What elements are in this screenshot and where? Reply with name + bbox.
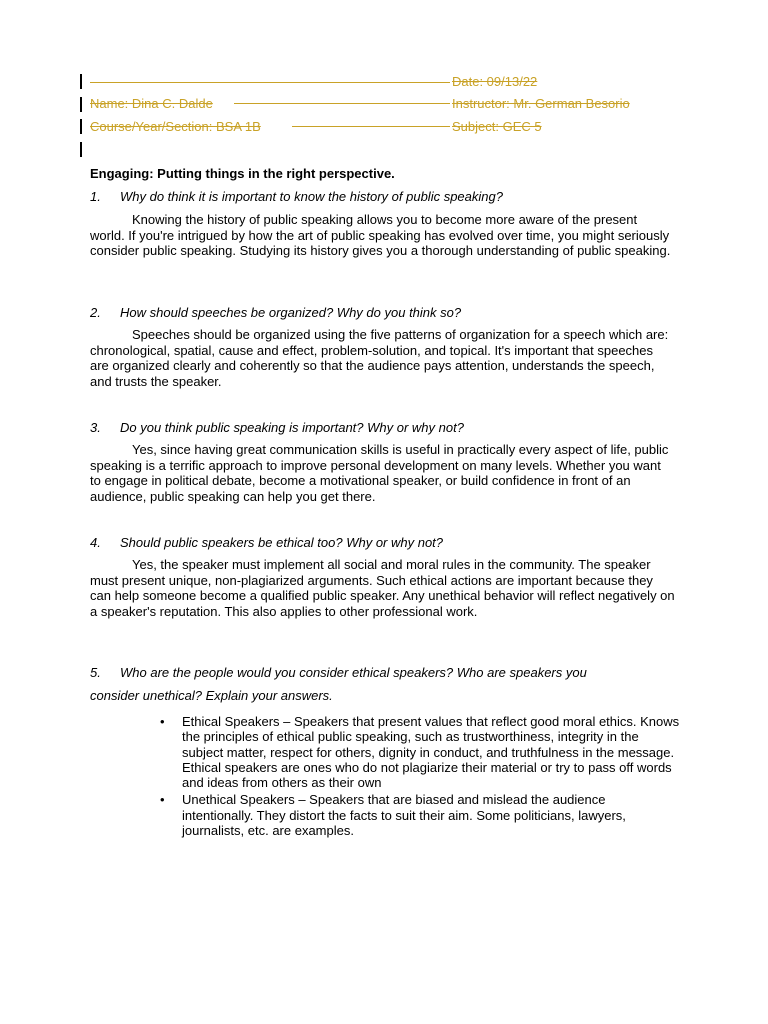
name-field: Name: Dina C. Dalde — [90, 96, 213, 111]
question-number: 4. — [90, 535, 101, 550]
bullet-list — [160, 714, 680, 840]
question-3 — [90, 420, 464, 435]
list-item — [160, 714, 680, 790]
answer-4: Yes, the speaker must implement all social and moral rules in the community. The speaker must present unique, non-plagiarized arguments. Such ethical actions are important because they can help someone become a qualified public speaker. Any unethical behavior will reflect negatively on a speaker's reputation. This also applies to other professional work. — [90, 557, 675, 619]
change-bar — [80, 142, 82, 157]
change-bar — [80, 74, 82, 89]
question-number: 3. — [90, 420, 101, 435]
list-item — [160, 792, 680, 838]
bullet-text: Ethical Speakers – Speakers that present values that reflect good moral ethics. Knows the principles of ethical public speaking, such as trustworthiness, integrity in the subject matter, respect for others, dignity in conduct, and truthfulness in the message. Ethical speakers are ones who do not plagiarize their material or try to pass off words and ideas from others as their own — [182, 714, 680, 791]
course-field: Course/Year/Section: BSA 1B — [90, 119, 261, 134]
question-text: Do you think public speaking is important? Why or why not? — [120, 420, 464, 435]
answer-2: Speeches should be organized using the five patterns of organization for a speech which are: chronological, spatial, cause and effect, problem-solution, and topical. It's important that speeches are organized clearly and coherently so that the audience pays attention, understands the speech, and trusts the speaker. — [90, 327, 669, 389]
change-bar — [80, 119, 82, 134]
change-bar — [80, 97, 82, 112]
question-1 — [90, 189, 503, 204]
question-number: 2. — [90, 305, 101, 320]
answer-1: Knowing the history of public speaking allows you to become more aware of the present world. If you're intrigued by how the art of public speaking has evolved over time, you might seriously consider public speaking. Studying its history gives you a thorough understanding of public speaking. — [90, 212, 671, 258]
question-text: Why do think it is important to know the history of public speaking? — [120, 189, 503, 204]
question-text: Who are the people would you consider ethical speakers? Who are speakers you — [120, 665, 587, 680]
section-title: Engaging: Putting things in the right perspective. — [90, 166, 395, 181]
question-text: Should public speakers be ethical too? Why or why not? — [120, 535, 444, 550]
bullet-icon: • — [160, 714, 165, 729]
course-struck-line — [292, 126, 450, 127]
blank-struck-line — [90, 82, 450, 83]
question-number: 1. — [90, 189, 101, 204]
question-2 — [90, 305, 461, 320]
question-5 — [90, 665, 587, 680]
answer-3: Yes, since having great communication skills is useful in practically every aspect of life, public speaking is a terrific approach to improve personal development on many levels. Whether you want to engage in political debate, become a motivational speaker, or build confidence in front of an audience, public speaking can help you get there. — [90, 442, 669, 504]
name-struck-line — [234, 103, 450, 104]
date-field: Date: 09/13/22 — [452, 74, 538, 89]
subject-field: Subject: GEC 5 — [452, 119, 542, 134]
question-4 — [90, 535, 443, 550]
bullet-icon: • — [160, 792, 165, 808]
question-number: 5. — [90, 665, 101, 680]
question-5-continued: consider unethical? Explain your answers. — [90, 688, 333, 703]
bullet-text: Unethical Speakers – Speakers that are biased and mislead the audience intentionally. They distort the facts to suit their aim. Some politicians, lawyers, journalists, etc. are examples. — [182, 792, 626, 839]
question-text: How should speeches be organized? Why do you think so? — [120, 305, 462, 320]
instructor-field: Instructor: Mr. German Besorio — [452, 96, 630, 111]
